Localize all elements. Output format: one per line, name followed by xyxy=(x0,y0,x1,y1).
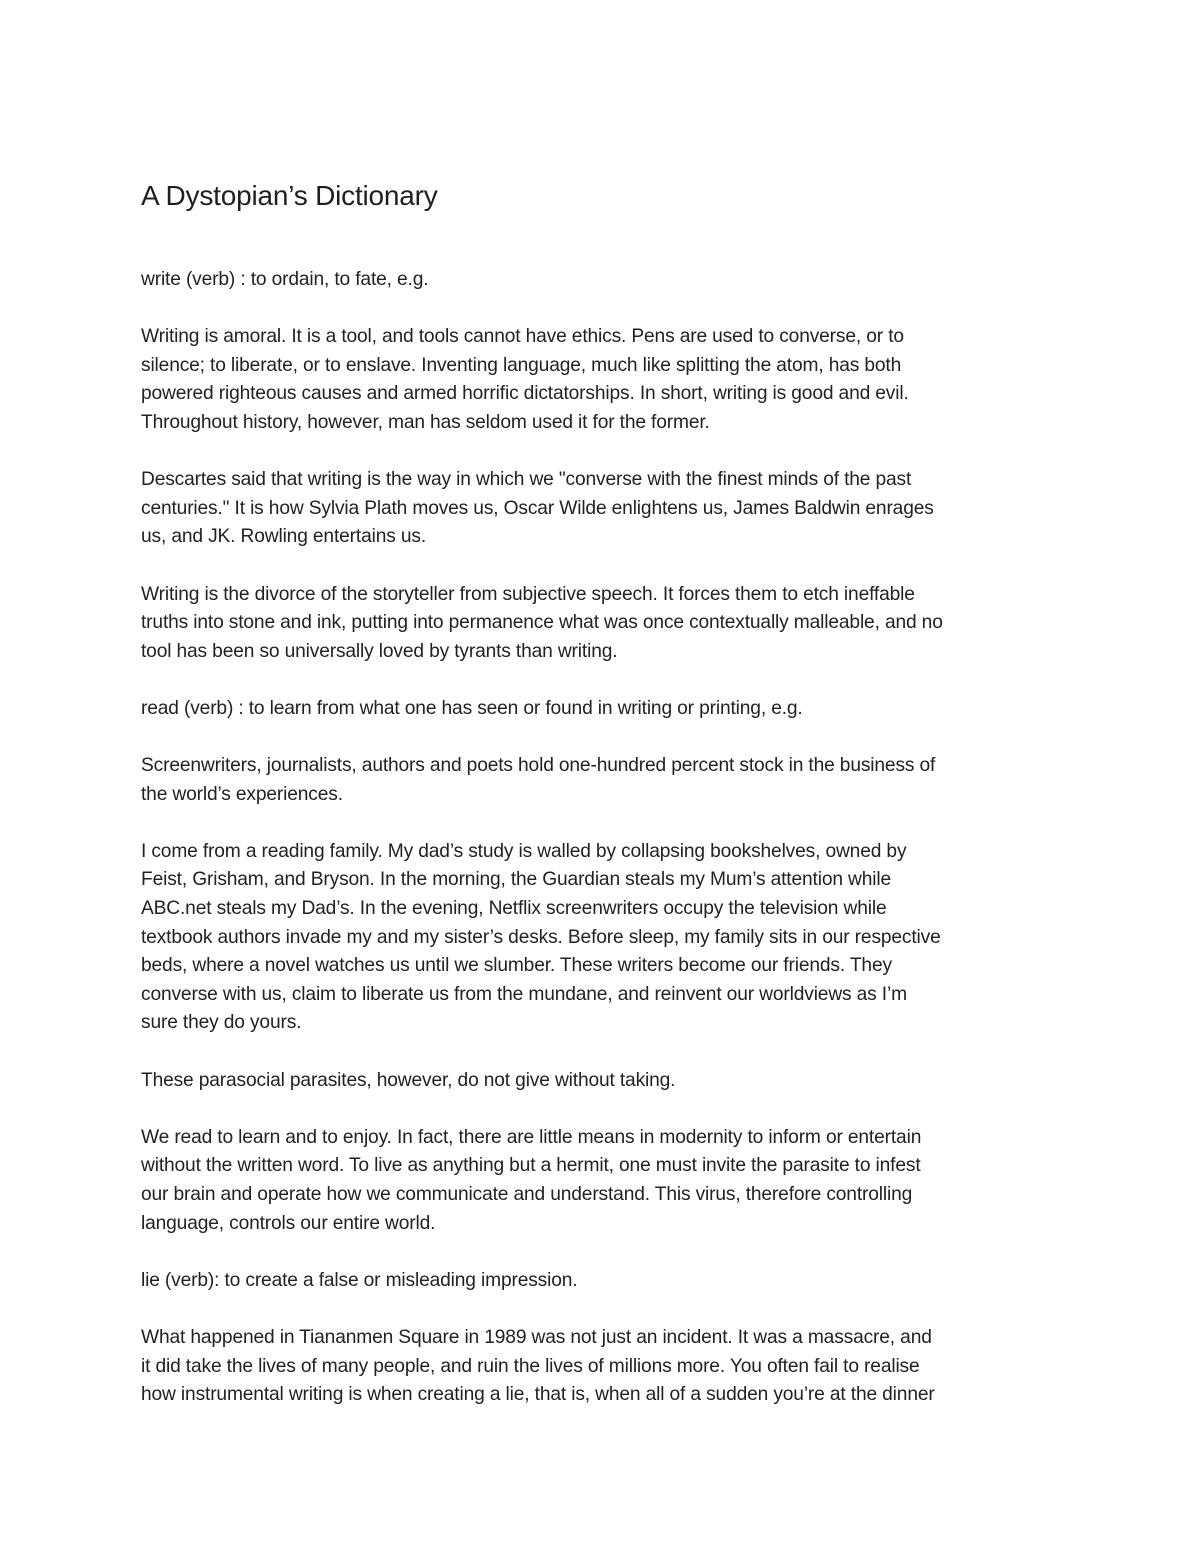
text-line: I come from a reading family. My dad’s study is walled by collapsing bookshelves, owned by xyxy=(141,840,907,862)
text-line: centuries." It is how Sylvia Plath moves us, Oscar Wilde enlightens us, James Baldwin enrages xyxy=(141,497,934,519)
text-line: the world’s experiences. xyxy=(141,783,343,805)
text-line: We read to learn and to enjoy. In fact, there are little means in modernity to inform or entertain xyxy=(141,1126,922,1148)
text-line: it did take the lives of many people, and ruin the lives of millions more. You often fail to realise xyxy=(141,1355,920,1377)
paragraph xyxy=(141,323,1071,437)
paragraph xyxy=(141,1124,1071,1238)
text-line: us, and JK. Rowling entertains us. xyxy=(141,526,426,548)
text-line: Writing is the divorce of the storyteller from subjective speech. It forces them to etch ineffable xyxy=(141,583,915,605)
text-line: These parasocial parasites, however, do not give without taking. xyxy=(141,1069,676,1091)
paragraph xyxy=(141,1267,1071,1296)
text-line: powered righteous causes and armed horrific dictatorships. In short, writing is good and evil. xyxy=(141,383,909,405)
text-line: Writing is amoral. It is a tool, and tools cannot have ethics. Pens are used to converse, or to xyxy=(141,326,904,348)
text-line: Descartes said that writing is the way in which we "converse with the finest minds of the past xyxy=(141,469,912,491)
paragraph xyxy=(141,1324,1071,1410)
document-body xyxy=(141,178,1071,1438)
text-line: sure they do yours. xyxy=(141,1012,302,1034)
text-line: textbook authors invade my and my sister’s desks. Before sleep, my family sits in our respective xyxy=(141,926,941,948)
document-title: A Dystopian’s Dictionary xyxy=(141,180,438,211)
text-line: without the written word. To live as anything but a hermit, one must invite the parasite to infest xyxy=(141,1155,921,1177)
text-line: write (verb) : to ordain, to fate, e.g. xyxy=(141,269,429,290)
text-line: read (verb) : to learn from what one has seen or found in writing or printing, e.g. xyxy=(141,697,803,719)
paragraph xyxy=(141,466,1071,552)
text-line: ABC.net steals my Dad’s. In the evening, Netflix screenwriters occupy the television while xyxy=(141,898,887,920)
paragraph xyxy=(141,581,1071,667)
paragraph xyxy=(141,752,1071,809)
text-line: Feist, Grisham, and Bryson. In the morning, the Guardian steals my Mum’s attention while xyxy=(141,869,892,891)
paragraph xyxy=(141,1067,1071,1096)
text-line: Throughout history, however, man has seldom used it for the former. xyxy=(141,411,710,433)
text-line: silence; to liberate, or to enslave. Inventing language, much like splitting the atom, has both xyxy=(141,354,902,376)
text-line: Screenwriters, journalists, authors and poets hold one-hundred percent stock in the business of xyxy=(141,755,936,777)
paragraph xyxy=(141,266,1071,295)
text-line: lie (verb): to create a false or misleading impression. xyxy=(141,1269,578,1291)
text-line: language, controls our entire world. xyxy=(141,1212,436,1234)
text-line: how instrumental writing is when creating a lie, that is, when all of a sudden you’re at the dinner xyxy=(141,1384,935,1406)
text-line: What happened in Tiananmen Square in 1989 was not just an incident. It was a massacre, and xyxy=(141,1326,932,1348)
text-line: tool has been so universally loved by tyrants than writing. xyxy=(141,640,618,662)
text-line: beds, where a novel watches us until we slumber. These writers become our friends. They xyxy=(141,955,892,977)
text-line: truths into stone and ink, putting into permanence what was once contextually malleable, and no xyxy=(141,612,943,634)
text-line: converse with us, claim to liberate us from the mundane, and reinvent our worldviews as I’m xyxy=(141,983,907,1005)
text-line: our brain and operate how we communicate and understand. This virus, therefore controlling xyxy=(141,1184,913,1205)
paragraph xyxy=(141,838,1071,1038)
paragraph xyxy=(141,695,1071,724)
paragraph-list xyxy=(141,266,1071,1410)
